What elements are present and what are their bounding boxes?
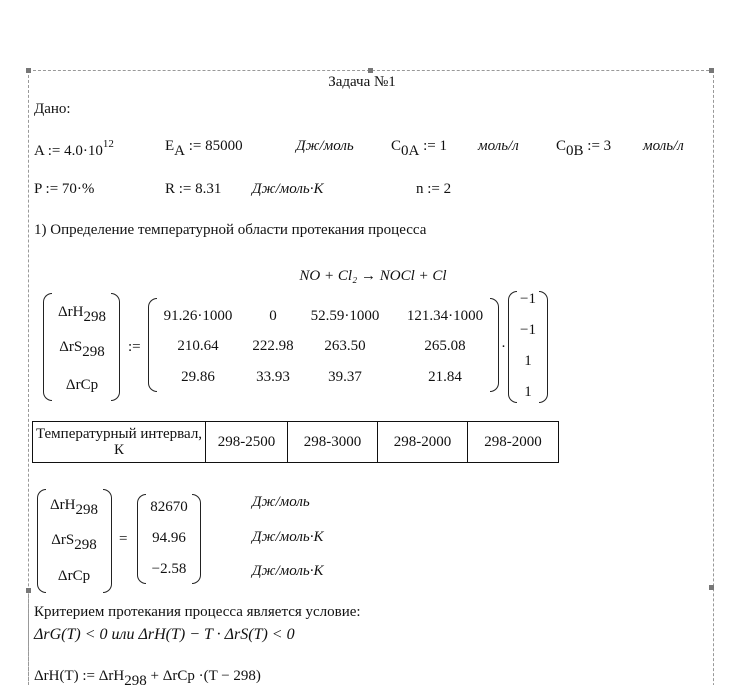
vector-paren-right: [539, 291, 548, 403]
result-value: 82670: [150, 499, 188, 515]
matrix-cell: 121.34·1000: [406, 308, 484, 324]
resize-handle[interactable]: [26, 68, 31, 73]
table-cell: 298-3000: [288, 422, 378, 463]
matrix-cell: 91.26·1000: [163, 308, 233, 324]
matrix-cell: 39.37: [328, 369, 362, 385]
coefficient-cell: 1: [524, 353, 532, 369]
reaction-equation: NO + Cl₂ → NOCl + Cl: [299, 268, 447, 284]
t: 298: [74, 537, 97, 553]
resize-handle[interactable]: [26, 588, 31, 593]
result-unit: Дж/моль·К: [252, 529, 324, 545]
var-R[interactable]: R := 8.31: [165, 181, 222, 197]
coefficient-cell: −1: [520, 291, 536, 307]
unit-mol-l: моль/л: [478, 138, 519, 154]
t: := 3: [583, 138, 612, 154]
dH-definition[interactable]: [34, 668, 261, 685]
matrix-paren-left: [148, 298, 157, 392]
unit-mol-l: моль/л: [643, 138, 684, 154]
var-n[interactable]: n := 2: [416, 181, 452, 197]
table-cell: 298-2000: [468, 422, 559, 463]
matrix-cell: 265.08: [424, 338, 466, 354]
var-A[interactable]: [34, 138, 114, 160]
matrix-cell: 29.86: [181, 369, 215, 385]
result-unit: Дж/моль: [252, 494, 310, 510]
assign-operator: :=: [128, 339, 141, 355]
paren-left: [43, 293, 52, 401]
matrix-cell: 21.84: [428, 369, 462, 385]
result-value: 94.96: [152, 530, 186, 546]
t: C: [556, 138, 567, 154]
table-header-cell: Температурный интервал, К: [33, 422, 206, 463]
matrix-paren-right: [490, 298, 499, 392]
res-lhs-dS: [51, 532, 96, 554]
temperature-table: [32, 421, 559, 463]
t: 298: [124, 673, 147, 685]
matrix-cell: 222.98: [252, 338, 294, 354]
var-A-text: A := 4.0·10: [34, 143, 103, 159]
t: 0B: [566, 143, 584, 159]
var-P[interactable]: P := 70·%: [34, 181, 95, 197]
t: := 1: [419, 138, 447, 154]
t: 298: [82, 344, 105, 360]
vector-paren-left: [508, 291, 517, 403]
t: ΔrS: [51, 532, 75, 548]
t: ΔrH: [58, 304, 84, 320]
table-row: [33, 422, 559, 463]
matrix-cell: 33.93: [256, 369, 290, 385]
resize-handle[interactable]: [368, 68, 373, 73]
coefficient-cell: −1: [520, 322, 536, 338]
lhs-dH[interactable]: [58, 304, 106, 326]
t: C: [391, 138, 402, 154]
coefficient-cell: 1: [524, 384, 532, 400]
var-C0A[interactable]: [391, 138, 447, 160]
dot-operator: ·: [501, 339, 506, 355]
paren-right: [111, 293, 120, 401]
table-cell: 298-2000: [378, 422, 468, 463]
paren-left: [37, 489, 46, 593]
t: 0A: [401, 143, 420, 159]
t: := 85000: [185, 138, 243, 154]
result-value: −2.58: [151, 561, 187, 577]
section-1-heading: 1) Определение температурной области протекания процесса: [34, 222, 427, 238]
paren-left: [137, 494, 146, 584]
lhs-dCp[interactable]: ΔrCp: [65, 377, 99, 393]
var-C0B[interactable]: [556, 138, 611, 160]
var-A-exp: 12: [102, 138, 114, 150]
result-unit: Дж/моль·К: [252, 563, 324, 579]
table-cell: 298-2500: [206, 422, 288, 463]
t: ΔrS: [59, 339, 83, 355]
t: E: [165, 138, 175, 154]
matrix-cell: 52.59·1000: [310, 308, 380, 324]
region-frame[interactable]: [28, 70, 714, 685]
t: ΔrH(T) := ΔrH: [34, 668, 125, 684]
paren-right: [192, 494, 201, 584]
criterion-text: Критерием протекания процесса является условие:: [34, 604, 361, 620]
t: A: [174, 143, 186, 159]
lhs-dS[interactable]: [59, 339, 104, 361]
res-lhs-dCp: ΔrCp: [57, 568, 91, 584]
criterion-formula: ΔrG(T) < 0 или ΔrH(T) − T · ΔrS(T) < 0: [34, 626, 295, 643]
res-lhs-dH: [50, 497, 98, 519]
given-label: Дано:: [34, 101, 71, 117]
matrix-cell: 210.64: [177, 338, 219, 354]
var-EA[interactable]: [165, 138, 243, 160]
unit-j-molK: Дж/моль·К: [252, 181, 324, 197]
resize-handle[interactable]: [709, 585, 714, 590]
t: 298: [83, 309, 106, 325]
task-title: Задача №1: [328, 74, 396, 90]
resize-handle[interactable]: [709, 68, 714, 73]
matrix-cell: 0: [269, 308, 277, 324]
t: 298: [75, 502, 98, 518]
region-frame-2[interactable]: [28, 590, 29, 685]
matrix-cell: 263.50: [324, 338, 366, 354]
t: + ΔrCp ·(T − 298): [146, 668, 261, 684]
paren-right: [103, 489, 112, 593]
equals-operator: =: [119, 531, 128, 547]
unit-j-mol: Дж/моль: [296, 138, 354, 154]
t: ΔrH: [50, 497, 76, 513]
